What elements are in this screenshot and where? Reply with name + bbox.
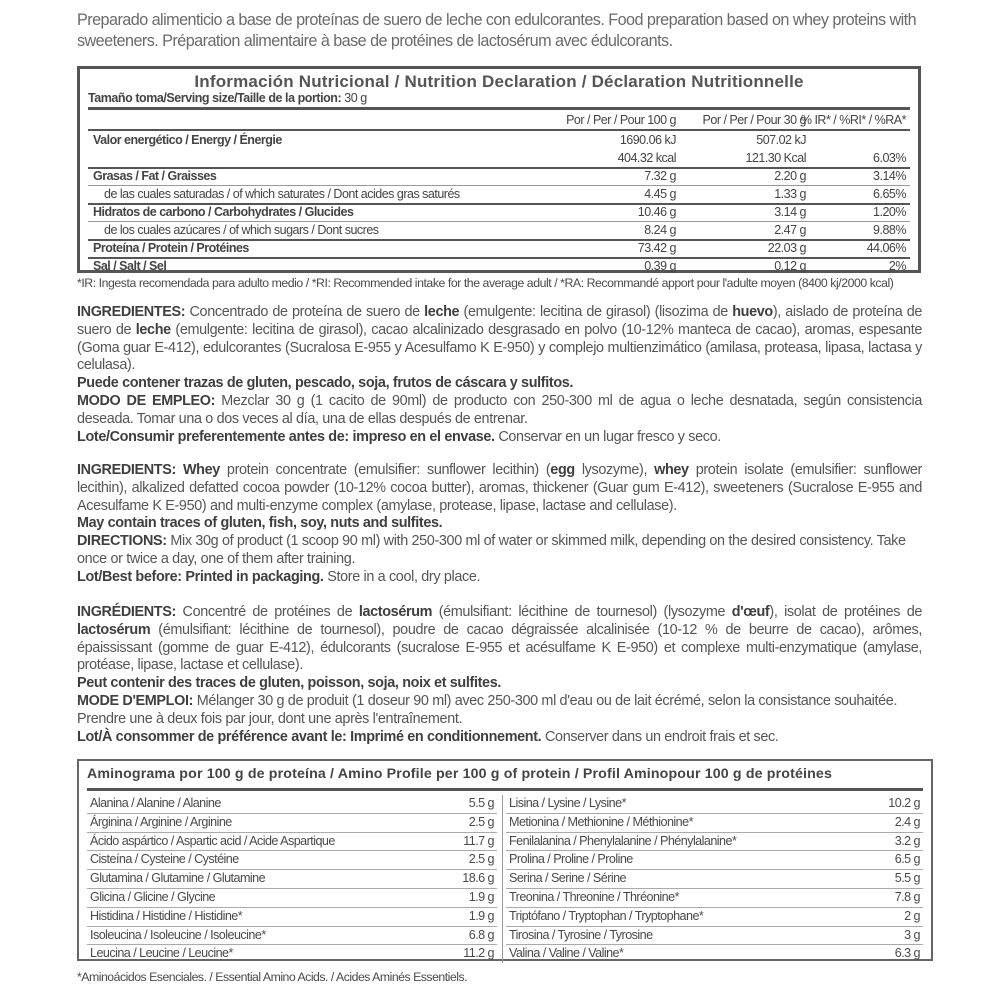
amino-row (506, 945, 923, 963)
nutrition-table (77, 66, 921, 273)
value-per-100g: 1690.06 kJ (619, 133, 676, 147)
text: (emulgente: lecitina de girasol) (lisozima de (459, 304, 733, 320)
value-percent: 6.65% (873, 187, 906, 201)
value-percent: 2% (888, 259, 906, 273)
reference-intake-note: *IR: Ingesta recomendada para adulto medio / *RI: Recommended intake for the average adult / *RA: Recommandé apport pour l'adulte moyen (8400 kj/2000 kcal) (77, 276, 894, 290)
text: (émulsifiant: lécithine de tournesol), poudre de cacao dégraissée alcalinisée (10-12 % de beurre de cacao), arômes, épaississant (gomme de guar E-412), édulcorants (sucralose E-955 et acésulfame K E-950) et complexe multi-enzymatique (amylase, protéase, lipase, lactase et cellulase). (77, 621, 922, 674)
row-label: Sal / Salt / Sel (93, 259, 167, 273)
nutrition-row-sugars (88, 222, 910, 239)
amino-name: Isoleucina / Isoleucine / Isoleucine* (90, 927, 266, 942)
allergen-warning: Peut contenir des traces de gluten, poisson, soja, noix et sulfites. (77, 675, 502, 692)
storage-text: Conservar en un lugar fresco y seco. (494, 428, 721, 445)
product-description: Preparado alimenticio a base de proteínas de suero de leche con edulcorantes. Food preparation based on whey proteins with sweeteners. Préparation alimentaire à base de protéines de lactosérum avec édulcorants. (77, 11, 917, 50)
amino-name: Ácido aspártico / Aspartic acid / Acide Aspartique (90, 833, 335, 848)
ingredients-label: INGREDIENTES: (77, 304, 186, 320)
amino-name: Alanina / Alanine / Alanine (90, 796, 221, 810)
amino-name: Serina / Serine / Sérine (509, 871, 627, 886)
amino-value: 1.9 g (468, 889, 494, 904)
nutrition-row-protein (88, 240, 910, 257)
ingredients-es (77, 304, 922, 375)
header-percent-ri: % IR* / %RI* / %RA* (800, 113, 906, 127)
value-per-30g: 1.33 g (774, 187, 806, 201)
amino-value: 2.5 g (468, 852, 494, 867)
amino-name: Lisina / Lysine / Lysine* (509, 796, 626, 810)
row-label: Hidratos de carbono / Carbohydrates / Glucides (93, 205, 354, 219)
row-label: Valor energético / Energy / Énergie (93, 133, 282, 147)
serving-size (88, 91, 910, 110)
allergen: egg (550, 462, 575, 478)
allergens-fr (77, 675, 922, 693)
directions-label: DIRECTIONS: (77, 533, 167, 550)
text: ), aislado de proteína de suero de (77, 304, 922, 338)
nutrition-row-energy-kcal (88, 150, 910, 167)
allergens-en (77, 515, 922, 533)
amino-value: 3.2 g (894, 833, 920, 848)
amino-value: 7.8 g (894, 889, 920, 904)
amino-row (506, 908, 923, 927)
allergen: Whey (182, 462, 220, 478)
amino-name: Metionina / Methionine / Méthionine* (509, 814, 693, 829)
amino-row (87, 814, 497, 833)
nutrition-row-carbohydrates (88, 204, 910, 221)
header-per-30g: Por / Per / Pour 30 g (702, 113, 806, 127)
value-per-100g: 404.32 kcal (617, 151, 676, 165)
amino-name: Cisteína / Cysteine / Cystéine (90, 852, 239, 867)
text (176, 462, 183, 478)
allergen: huevo (732, 304, 773, 320)
allergen: leche (135, 321, 171, 338)
value-per-100g: 0.39 g (644, 259, 676, 273)
amino-value: 2 g (904, 908, 920, 923)
amino-column-right (506, 795, 923, 963)
amino-profile-table (77, 759, 933, 961)
value-per-30g: 3.14 g (774, 205, 806, 219)
allergen: lactosérum (77, 621, 151, 638)
amino-value: 11.2 g (463, 946, 494, 961)
value-percent: 3.14% (873, 169, 906, 183)
directions-label: MODO DE EMPLEO: (77, 392, 216, 409)
directions-text: Mix 30g of product (1 scoop 90 ml) with 250-300 ml of water or skimmed milk, depending on the desired consistency. Take once or twice a day, one of them after training. (77, 533, 906, 567)
directions-es (77, 393, 922, 429)
amino-row (506, 795, 923, 814)
serving-size-value: 30 g (344, 91, 367, 105)
allergen: lactosérum (358, 604, 433, 620)
value-per-30g: 507.02 kJ (756, 133, 806, 147)
text: lysozyme), (574, 462, 655, 478)
amino-row (87, 870, 497, 889)
amino-name: Valina / Valine / Valine* (509, 946, 624, 961)
nutrition-title: Información Nutricional / Nutrition Declaration / Déclaration Nutritionnelle (194, 72, 804, 91)
amino-name: Árginina / Arginine / Arginine (90, 814, 232, 829)
amino-value: 2.4 g (894, 814, 920, 829)
value-per-30g: 22.03 g (767, 241, 806, 255)
ingredients-block-en (77, 462, 922, 587)
amino-column-left (87, 795, 497, 963)
amino-value: 10.2 g (888, 796, 920, 810)
text: Concentrado de proteína de suero de (185, 304, 425, 320)
divider (88, 129, 910, 131)
amino-row (87, 795, 497, 814)
amino-row (87, 833, 497, 852)
amino-name: Triptófano / Tryptophan / Tryptophane* (509, 908, 704, 923)
allergen-warning: Puede contener trazas de gluten, pescado, soja, frutos de cáscara y sulfitos. (77, 375, 574, 392)
amino-value: 5.5 g (468, 796, 494, 810)
value-per-100g: 8.24 g (644, 223, 676, 237)
amino-row (87, 927, 497, 946)
allergen-warning: May contain traces of gluten, fish, soy, nuts and sulfites. (77, 515, 443, 532)
storage-text: Conserver dans un endroit frais et sec. (541, 728, 779, 745)
value-per-100g: 7.32 g (644, 169, 676, 183)
amino-row (87, 945, 497, 963)
value-percent: 9.88% (873, 223, 906, 237)
row-label: Grasas / Fat / Graisses (93, 169, 217, 183)
amino-value: 6.3 g (894, 946, 920, 961)
amino-row (87, 889, 497, 908)
directions-fr (77, 693, 922, 729)
value-per-100g: 10.46 g (637, 205, 676, 219)
allergen: leche (424, 304, 460, 320)
text: ), isolat de protéines de (769, 604, 923, 620)
text: Concentré de protéines de (175, 604, 359, 620)
text: (émulsifiant: lécithine de tournesol) (lysozyme (432, 604, 732, 620)
amino-value: 11.7 g (463, 833, 494, 848)
value-percent: 44.06% (866, 241, 906, 255)
lot-label: Lote/Consumir preferentemente antes de: impreso en el envase. (77, 428, 495, 445)
header-per-100g: Por / Per / Pour 100 g (566, 113, 676, 127)
value-per-30g: 2.47 g (774, 223, 806, 237)
amino-row (87, 908, 497, 927)
ingredients-label: INGREDIENTS: (77, 462, 176, 478)
allergens-es (77, 375, 922, 393)
essential-amino-note: *Aminoácidos Esenciales. / Essential Amino Acids. / Acides Aminés Essentiels. (77, 970, 468, 984)
lot-label: Lot/À consommer de préférence avant le: Imprimé en conditionnement. (77, 728, 542, 745)
amino-row (506, 889, 923, 908)
ingredients-fr (77, 604, 922, 675)
amino-name: Fenilalanina / Phenylalanine / Phénylalanine* (509, 833, 737, 848)
lot-en (77, 569, 922, 587)
serving-size-label: Tamaño toma/Serving size/Taille de la portion: (88, 91, 342, 105)
nutrition-row-energy-kj (88, 132, 910, 149)
value-percent: 6.03% (873, 151, 906, 165)
value-per-30g: 121.30 Kcal (745, 151, 806, 165)
ingredients-block-es (77, 304, 922, 446)
amino-value: 1.9 g (468, 908, 494, 923)
row-label: de los cuales azúcares / of which sugars / Dont sucres (104, 223, 379, 237)
directions-text: Mélanger 30 g de produit (1 doseur 90 ml) avec 250-300 ml d'eau ou de lait écrémé, selon la consistance souhaitée. Prendre une à deux fois par jour, dont une après l'entraînement. (77, 692, 898, 727)
amino-row (506, 927, 923, 946)
amino-name: Glicina / Glicine / Glycine (90, 889, 216, 904)
amino-row (87, 851, 497, 870)
amino-value: 2.5 g (468, 814, 494, 829)
value-percent: 1.20% (873, 205, 906, 219)
nutrition-header-row (88, 112, 910, 129)
row-label: de las cuales saturadas / of which saturates / Dont acides gras saturés (104, 187, 460, 201)
storage-text: Store in a cool, dry place. (323, 568, 481, 585)
amino-value: 6.5 g (894, 852, 920, 867)
value-per-30g: 2.20 g (774, 169, 806, 183)
value-per-100g: 4.45 g (644, 187, 676, 201)
nutrition-row-saturates (88, 186, 910, 203)
directions-en (77, 533, 922, 569)
lot-fr (77, 729, 922, 747)
lot-label: Lot/Best before: Printed in packaging. (77, 568, 324, 585)
text: protein concentrate (emulsifier: sunflower lecithin) ( (219, 462, 551, 478)
amino-value: 5.5 g (894, 871, 920, 886)
text: protein isolate (emulsifier: sunflower lecithin), alkalized defatted cocoa powder (10-12% cocoa butter), aromas, thickener (Guar gum E-412), sweeteners (Sucralose E-955 and Acesulfame K E-950) and multi-enzyme complex (amylase, protease, lipase, lactase and cellulase). (77, 462, 922, 514)
text: (emulgente: lecitina de girasol), cacao alcalinizado desgrasado en polvo (10-12% manteca de cacao), aromas, espesante (Goma guar E-412), edulcorantes (Sucralosa E-955 y Acesulfamo K E-950) y complejo multienzimático (amilasa, proteasa, lipasa, lactasa y celulasa). (77, 321, 923, 374)
nutrition-row-salt (88, 258, 910, 275)
amino-name: Leucina / Leucine / Leucine* (90, 946, 233, 961)
amino-name: Treonina / Threonine / Thréonine* (509, 889, 679, 904)
amino-name: Histidina / Histidine / Histidine* (90, 908, 243, 923)
allergen: d'œuf (731, 604, 770, 620)
amino-value: 18.6 g (462, 871, 494, 886)
directions-text: Mezclar 30 g (1 cacito de 90ml) de producto con 250-300 ml de agua o leche desnatada, según consistencia deseada. Tomar una o dos veces al día, una de ellas después de entrenar. (77, 392, 922, 427)
amino-row (506, 851, 923, 870)
ingredients-en (77, 462, 922, 515)
amino-value: 3 g (904, 927, 920, 942)
directions-label: MODE D'EMPLOI: (77, 692, 194, 709)
allergen: whey (654, 462, 689, 478)
value-per-100g: 73.42 g (637, 241, 676, 255)
column-separator (502, 795, 503, 963)
amino-row (506, 833, 923, 852)
amino-value: 6.8 g (468, 927, 494, 942)
lot-es (77, 429, 922, 447)
amino-row (506, 870, 923, 889)
row-label: Proteína / Protein / Protéines (93, 241, 249, 255)
value-per-30g: 0.12 g (774, 259, 806, 273)
amino-name: Tirosina / Tyrosine / Tyrosine (509, 927, 653, 942)
ingredients-block-fr (77, 604, 922, 746)
amino-name: Prolina / Proline / Proline (509, 852, 633, 867)
amino-row (506, 814, 923, 833)
ingredients-label: INGRÉDIENTS: (77, 604, 176, 620)
amino-name: Glutamina / Glutamine / Glutamine (90, 871, 266, 886)
nutrition-row-fat (88, 168, 910, 185)
divider (87, 788, 923, 791)
amino-title: Aminograma por 100 g de proteína / Amino Profile per 100 g of protein / Profil Aminopour 100 g de protéines (87, 766, 832, 782)
